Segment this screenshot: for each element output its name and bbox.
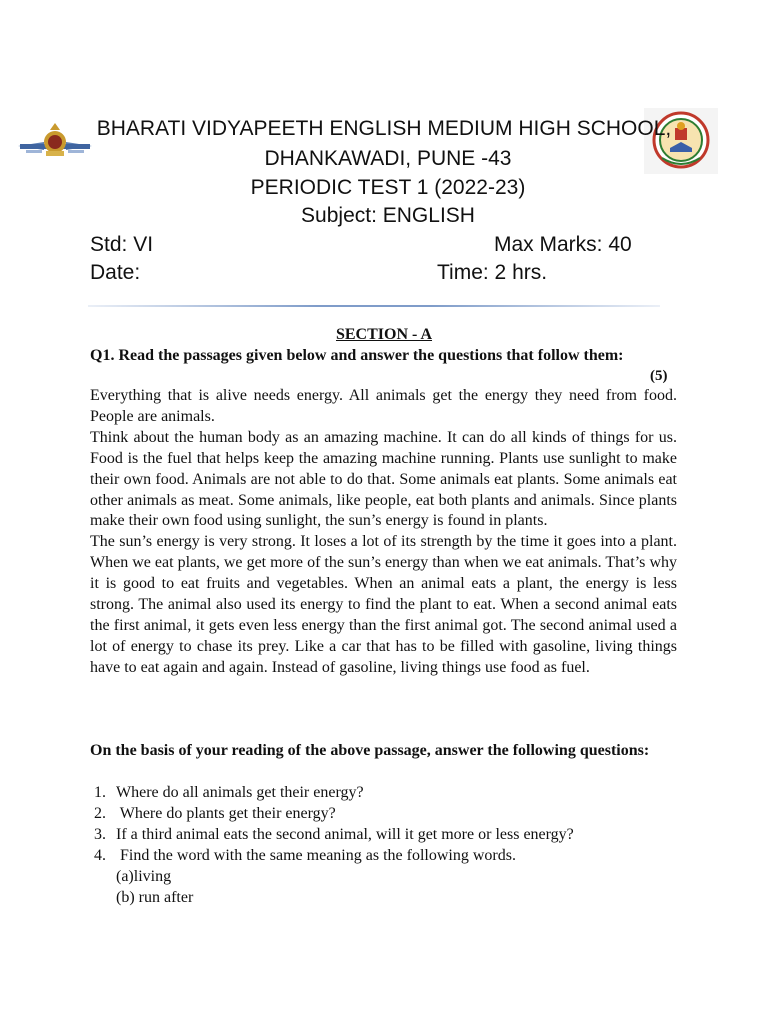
passage-paragraph-3: The sun’s energy is very strong. It loses a lot of its strength by the time it goes into a plant. When we eat plants, we get more of the sun’s energy than when we eat animals. That’s why it is good to eat fruits and vegetables. When an animal eats a plant, the energy is less strong. The animal also used its energy to find the plant to eat. When a second animal eats the first animal, it gets even less energy than the first animal got. The second animal used a lot of energy to chase its prey. Like a car that has to be filled with gasoline, living things have to eat again and again. Instead of gasoline, living things use food as fuel.: [90, 533, 677, 676]
question-number: 4.: [94, 847, 106, 864]
passage-paragraph-2: Think about the human body as an amazing machine. It can do all kinds of things for us. Food is the fuel that helps keep the amazing machine running. Plants use sunlight to make their own food. Animals are not able to do that. Some animals eat plants. Some animals eat other animals as meat. Some animals, like people, eat both plants and animals. Since plants make their own food using sunlight, the sun’s energy is found in plants.: [90, 428, 677, 530]
sub-item-living: (a)living: [116, 868, 172, 885]
question-text: Find the word with the same meaning as the following words.: [116, 847, 516, 864]
header-divider: [88, 305, 660, 307]
subject-title: Subject: ENGLISH: [301, 204, 475, 227]
passage-paragraph-1: Everything that is alive needs energy. All animals get the energy they need from food. People are animals.: [90, 387, 677, 425]
questions-instruction: On the basis of your reading of the above passage, answer the following questions:: [90, 742, 650, 759]
date-label: Date:: [90, 261, 141, 284]
question-text: Where do plants get their energy?: [116, 805, 336, 822]
standard-label: Std: VI: [90, 233, 154, 256]
marks-label: (5): [650, 368, 668, 384]
question-number: 3.: [94, 826, 106, 843]
question-text: Where do all animals get their energy?: [116, 784, 364, 801]
school-name-line1: BHARATI VIDYAPEETH ENGLISH MEDIUM HIGH SCHOOL,: [96, 117, 672, 140]
question-text: If a third animal eats the second animal, will it get more or less energy?: [116, 826, 574, 843]
question-item: [90, 782, 574, 803]
question-item: [90, 803, 574, 824]
school-name-line2: DHANKAWADI, PUNE -43: [264, 147, 512, 170]
question-number: 1.: [94, 784, 106, 801]
question-item: [90, 845, 574, 866]
time-label: Time: 2 hrs.: [437, 261, 548, 284]
section-title: SECTION - A: [335, 326, 433, 343]
reading-passage: [90, 386, 677, 679]
question-heading: Q1. Read the passages given below and answer the questions that follow them:: [90, 347, 624, 364]
max-marks-label: Max Marks: 40: [494, 233, 632, 256]
exam-title: PERIODIC TEST 1 (2022-23): [250, 176, 526, 199]
question-item: [90, 824, 574, 845]
sub-item-run-after: (b) run after: [116, 889, 194, 906]
question-number: 2.: [94, 805, 106, 822]
question-list: [90, 782, 574, 908]
